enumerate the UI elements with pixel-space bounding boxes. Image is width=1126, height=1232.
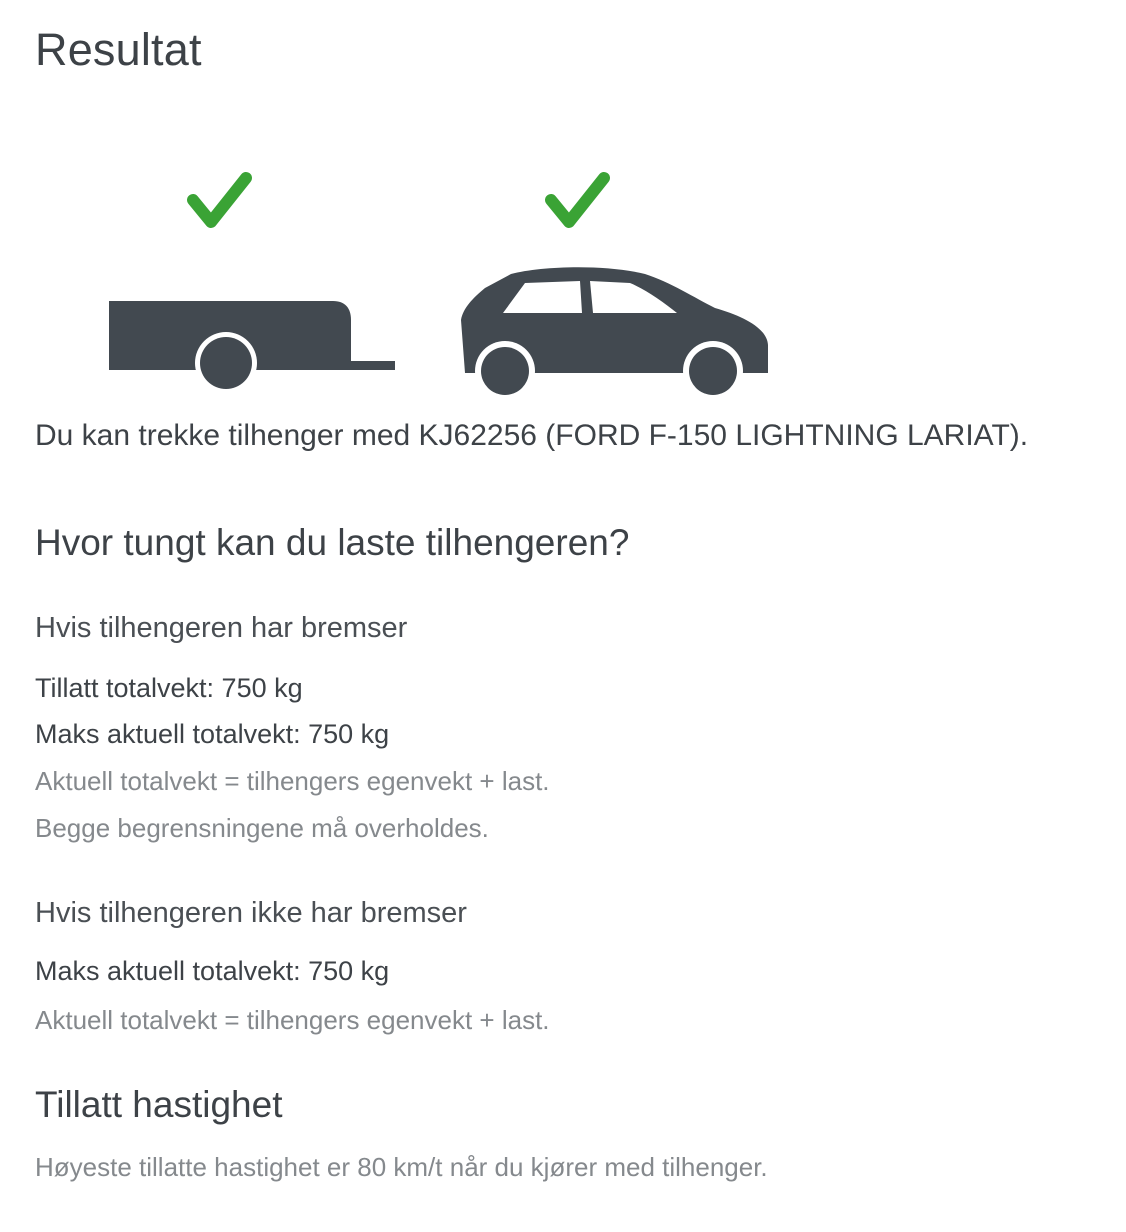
braked-allowed-total: Tillatt totalvekt: 750 kg — [35, 673, 303, 703]
trailer-icon — [109, 301, 395, 394]
load-heading: Hvor tungt kan du laste tilhengeren? — [35, 522, 630, 563]
unbraked-heading: Hvis tilhengeren ikke har bremser — [35, 897, 467, 929]
car-check-icon — [551, 178, 604, 222]
speed-heading: Tillatt hastighet — [35, 1084, 283, 1125]
speed-text: Høyeste tillatte hastighet er 80 km/t når du kjører med tilhenger. — [35, 1152, 768, 1182]
page-title: Resultat — [35, 24, 202, 75]
unbraked-formula: Aktuell totalvekt = tilhengers egenvekt + last. — [35, 1005, 550, 1035]
trailer-check-icon — [193, 178, 246, 222]
tow-result-message: Du kan trekke tilhenger med KJ62256 (FORD F-150 LIGHTNING LARIAT). — [35, 419, 1029, 452]
braked-note: Begge begrensningene må overholdes. — [35, 813, 489, 843]
braked-formula: Aktuell totalvekt = tilhengers egenvekt + last. — [35, 766, 550, 796]
car-icon — [461, 267, 768, 401]
braked-max-actual-total: Maks aktuell totalvekt: 750 kg — [35, 719, 390, 749]
unbraked-max-actual-total: Maks aktuell totalvekt: 750 kg — [35, 956, 390, 986]
braked-heading: Hvis tilhengeren har bremser — [35, 612, 408, 644]
towing-illustration — [65, 170, 785, 402]
